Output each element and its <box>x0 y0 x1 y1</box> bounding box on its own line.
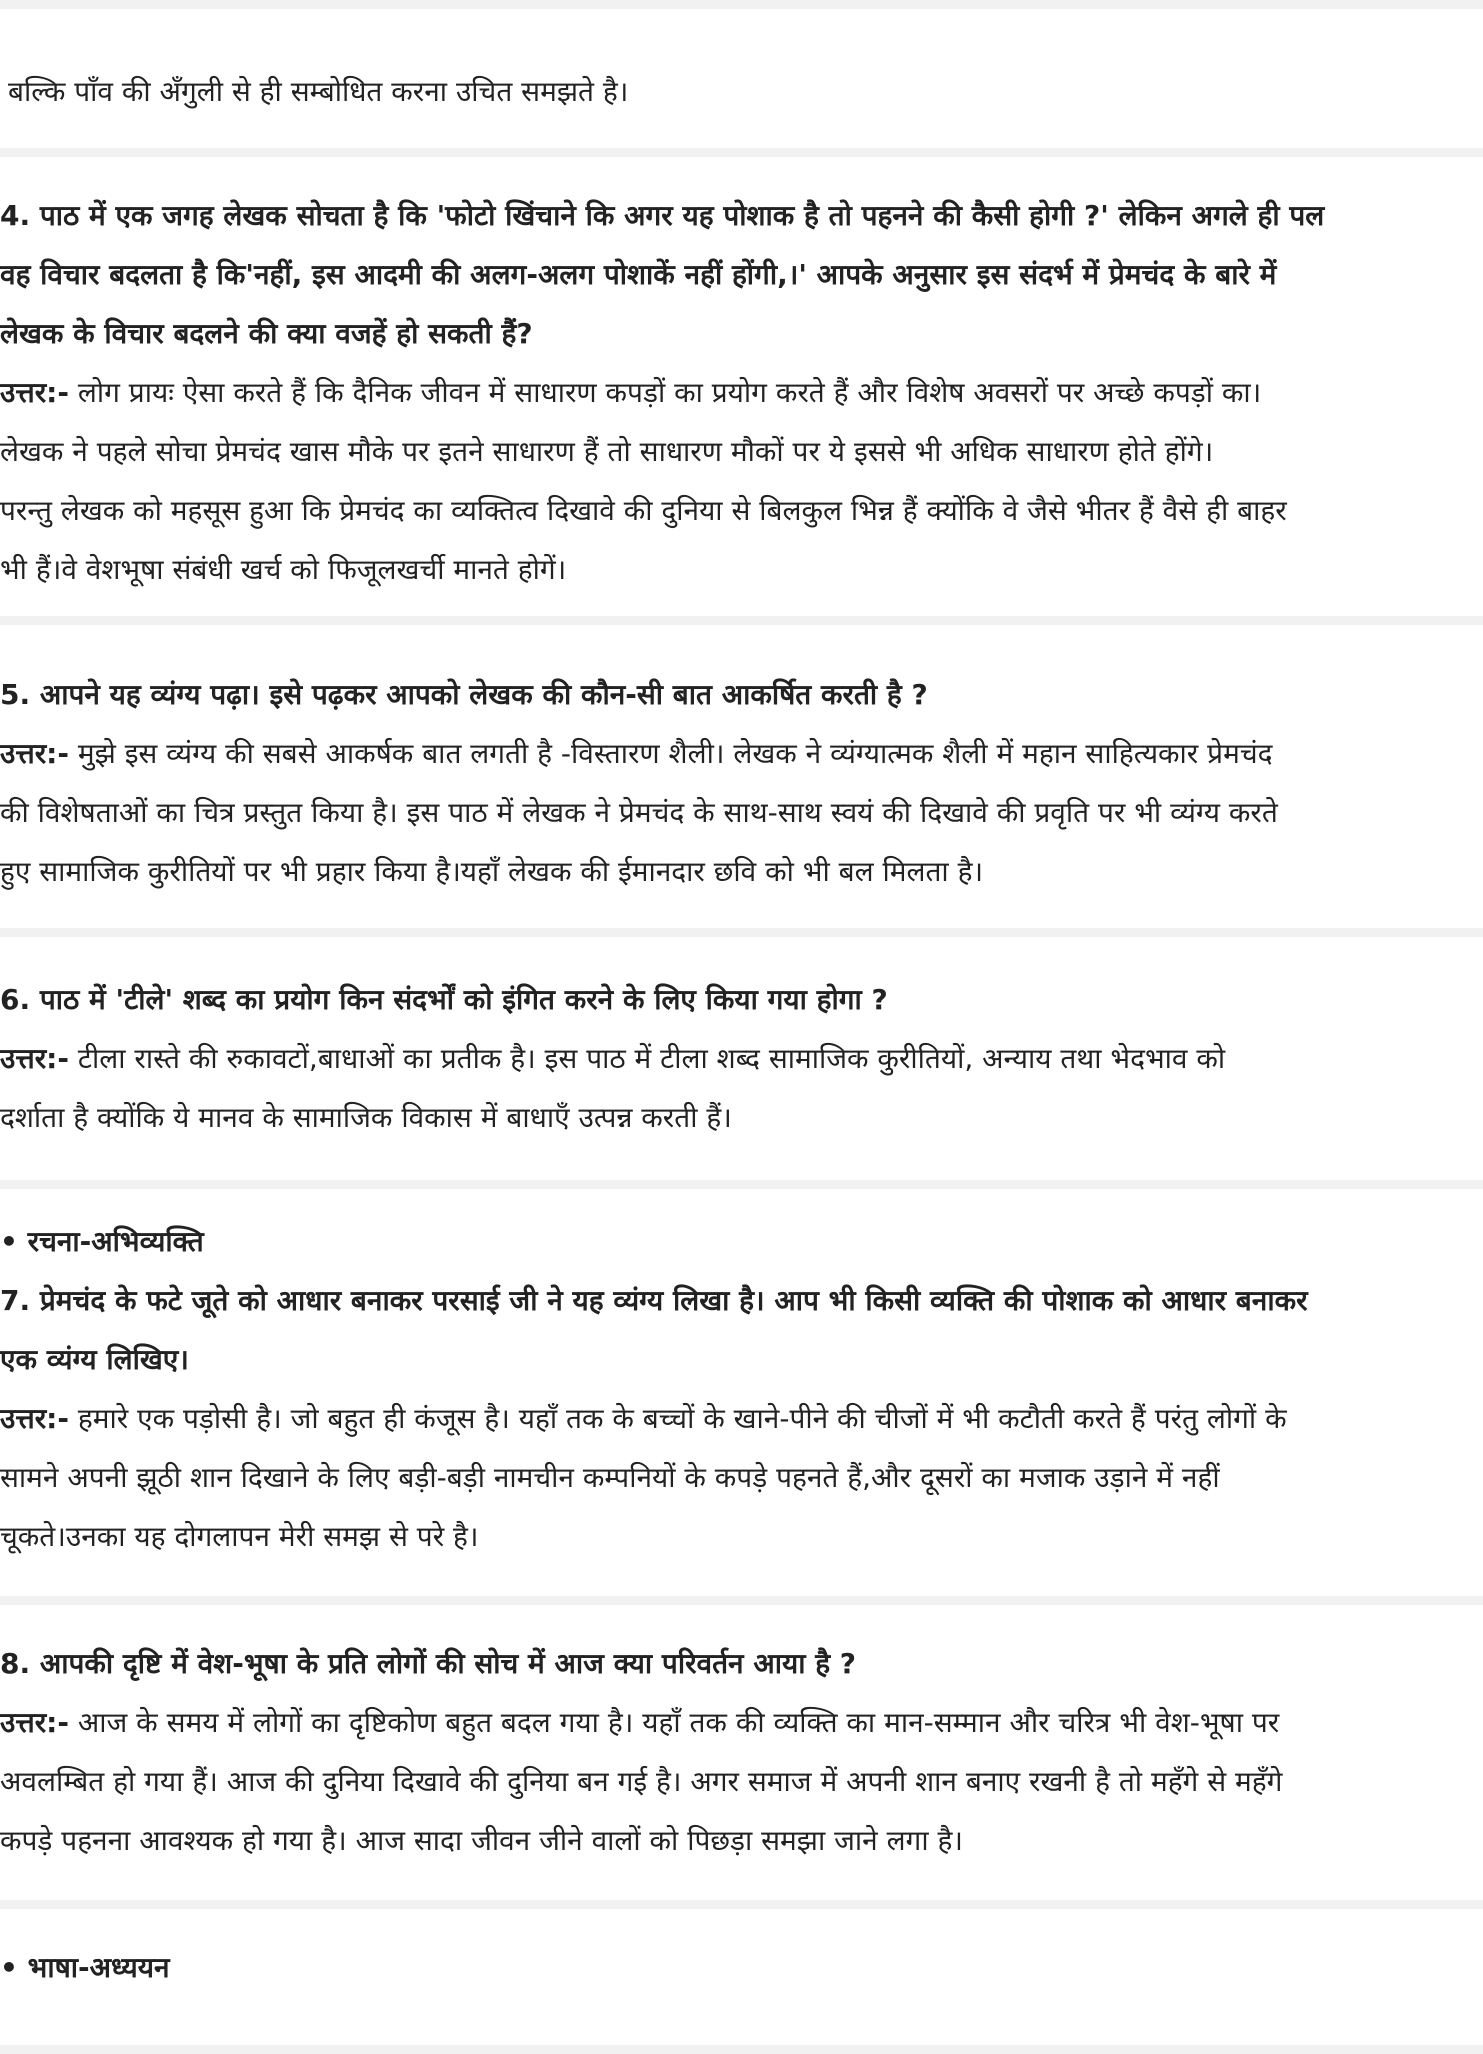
question-text: 8. आपकी दृष्टि में वेश-भूषा के प्रति लोगों की सोच में आज क्या परिवर्तन आया है ? <box>0 1647 857 1680</box>
question-text: 6. पाठ में 'टीले' शब्द का प्रयोग किन संदर्भों को इंगित करने के लिए किया गया होगा ? <box>0 983 888 1016</box>
section-divider <box>0 1180 1483 1189</box>
section-divider <box>0 0 1483 9</box>
answer-line: अवलम्बित हो गया हैं। आज की दुनिया दिखावे की दुनिया बन गई है। अगर समाज में अपनी शान बनाए रखनी है तो महँगे से महँगे <box>0 1765 1283 1798</box>
answer-text <box>0 724 1483 783</box>
answer-line: सामने अपनी झूठी शान दिखाने के लिए बड़ी-बड़ी नामचीन कम्पनियों के कपड़े पहनते हैं,और दूसरों का मजाक उड़ाने में नहीं <box>0 1461 1220 1494</box>
question-text: एक व्यंग्य लिखिए। <box>0 1343 189 1376</box>
section-heading-bhasha: • भाषा-अध्ययन <box>0 1951 170 1984</box>
question-text: वह विचार बदलता है कि'नहीं, इस आदमी की अलग-अलग पोशाकें नहीं होंगी,।' आपके अनुसार इस संदर्भ में प्रेमचंद के बारे में <box>0 258 1277 291</box>
answer-line: हुए सामाजिक कुरीतियों पर भी प्रहार किया है।यहाँ लेखक की ईमानदार छवि को भी बल मिलता है। <box>0 855 984 888</box>
answer-line: परन्तु लेखक को महसूस हुआ कि प्रेमचंद का व्यक्तित्व दिखावे की दुनिया से बिलकुल भिन्न हैं क्योंकि वे जैसे भीतर हैं वैसे ही बाहर <box>0 494 1287 527</box>
answer-label: उत्तर:- <box>0 1706 69 1739</box>
section-heading-rachna: • रचना-अभिव्यक्ति <box>0 1225 204 1258</box>
section-divider <box>0 928 1483 937</box>
answer-text <box>0 1389 1483 1448</box>
question-text: 5. आपने यह व्यंग्य पढ़ा। इसे पढ़कर आपको लेखक की कौन-सी बात आकर्षित करती है ? <box>0 678 928 711</box>
answer-label: उत्तर:- <box>0 737 69 770</box>
question-4-block <box>0 186 1483 599</box>
answer-line: चूकते।उनका यह दोगलापन मेरी समझ से परे है। <box>0 1520 479 1553</box>
answer-line: मुझे इस व्यंग्य की सबसे आकर्षक बात लगती है -विस्तारण शैली। लेखक ने व्यंग्यात्मक शैली में महान साहित्यकार प्रेमचंद <box>77 737 1273 770</box>
intro-text: बल्कि पाँव की अँगुली से ही सम्बोधित करना उचित समझते है। <box>8 75 629 108</box>
answer-line: टीला रास्ते की रुकावटों,बाधाओं का प्रतीक है। इस पाठ में टीला शब्द सामाजिक कुरीतियों, अन्याय तथा भेदभाव को <box>77 1042 1226 1075</box>
question-7-block <box>0 1212 1483 1566</box>
question-text: लेखक के विचार बदलने की क्या वजहें हो सकती हैं? <box>0 317 533 350</box>
answer-line: दर्शाता है क्योंकि ये मानव के सामाजिक विकास में बाधाएँ उत्पन्न करती हैं। <box>0 1101 732 1134</box>
question-text: 4. पाठ में एक जगह लेखक सोचता है कि 'फोटो खिंचाने कि अगर यह पोशाक है तो पहनने की कैसी होगी ?' लेकिन अगले ही पल <box>0 199 1325 232</box>
answer-line: हमारे एक पड़ोसी है। जो बहुत ही कंजूस है। यहाँ तक के बच्चों के खाने-पीने की चीजों में भी कटौती करते हैं परंतु लोगों के <box>77 1402 1287 1435</box>
intro-block <box>0 62 1483 121</box>
answer-text <box>0 363 1483 422</box>
question-5-block <box>0 665 1483 901</box>
answer-line: भी हैं।वे वेशभूषा संबंधी खर्च को फिजूलखर्ची मानते होगें। <box>0 553 567 586</box>
section-divider <box>0 616 1483 625</box>
section-divider <box>0 148 1483 157</box>
answer-line: लोग प्रायः ऐसा करते हैं कि दैनिक जीवन में साधारण कपड़ों का प्रयोग करते हैं और विशेष अवसरों पर अच्छे कपड़ों का। <box>77 376 1262 409</box>
answer-line: आज के समय में लोगों का दृष्टिकोण बहुत बदल गया है। यहाँ तक की व्यक्ति का मान-सम्मान और चरित्र भी वेश-भूषा पर <box>77 1706 1280 1739</box>
answer-label: उत्तर:- <box>0 1042 69 1075</box>
answer-text <box>0 1693 1483 1752</box>
answer-label: उत्तर:- <box>0 376 69 409</box>
question-6-block <box>0 970 1483 1147</box>
answer-text <box>0 1029 1483 1088</box>
question-text: 7. प्रेमचंद के फटे जूते को आधार बनाकर परसाई जी ने यह व्यंग्य लिखा है। आप भी किसी व्यक्ति की पोशाक को आधार बनाकर <box>0 1284 1308 1317</box>
answer-line: लेखक ने पहले सोचा प्रेमचंद खास मौके पर इतने साधारण हैं तो साधारण मौकों पर ये इससे भी अधिक साधारण होते होंगे। <box>0 435 1214 468</box>
section-divider <box>0 2045 1483 2054</box>
section-divider <box>0 1596 1483 1605</box>
bhasha-block <box>0 1938 1483 1997</box>
answer-line: की विशेषताओं का चित्र प्रस्तुत किया है। इस पाठ में लेखक ने प्रेमचंद के साथ-साथ स्वयं की दिखावे की प्रवृति पर भी व्यंग्य करते <box>0 796 1278 829</box>
question-8-block <box>0 1634 1483 1870</box>
answer-label: उत्तर:- <box>0 1402 69 1435</box>
answer-line: कपड़े पहनना आवश्यक हो गया है। आज सादा जीवन जीने वालों को पिछड़ा समझा जाने लगा है। <box>0 1824 963 1857</box>
section-divider <box>0 1900 1483 1909</box>
